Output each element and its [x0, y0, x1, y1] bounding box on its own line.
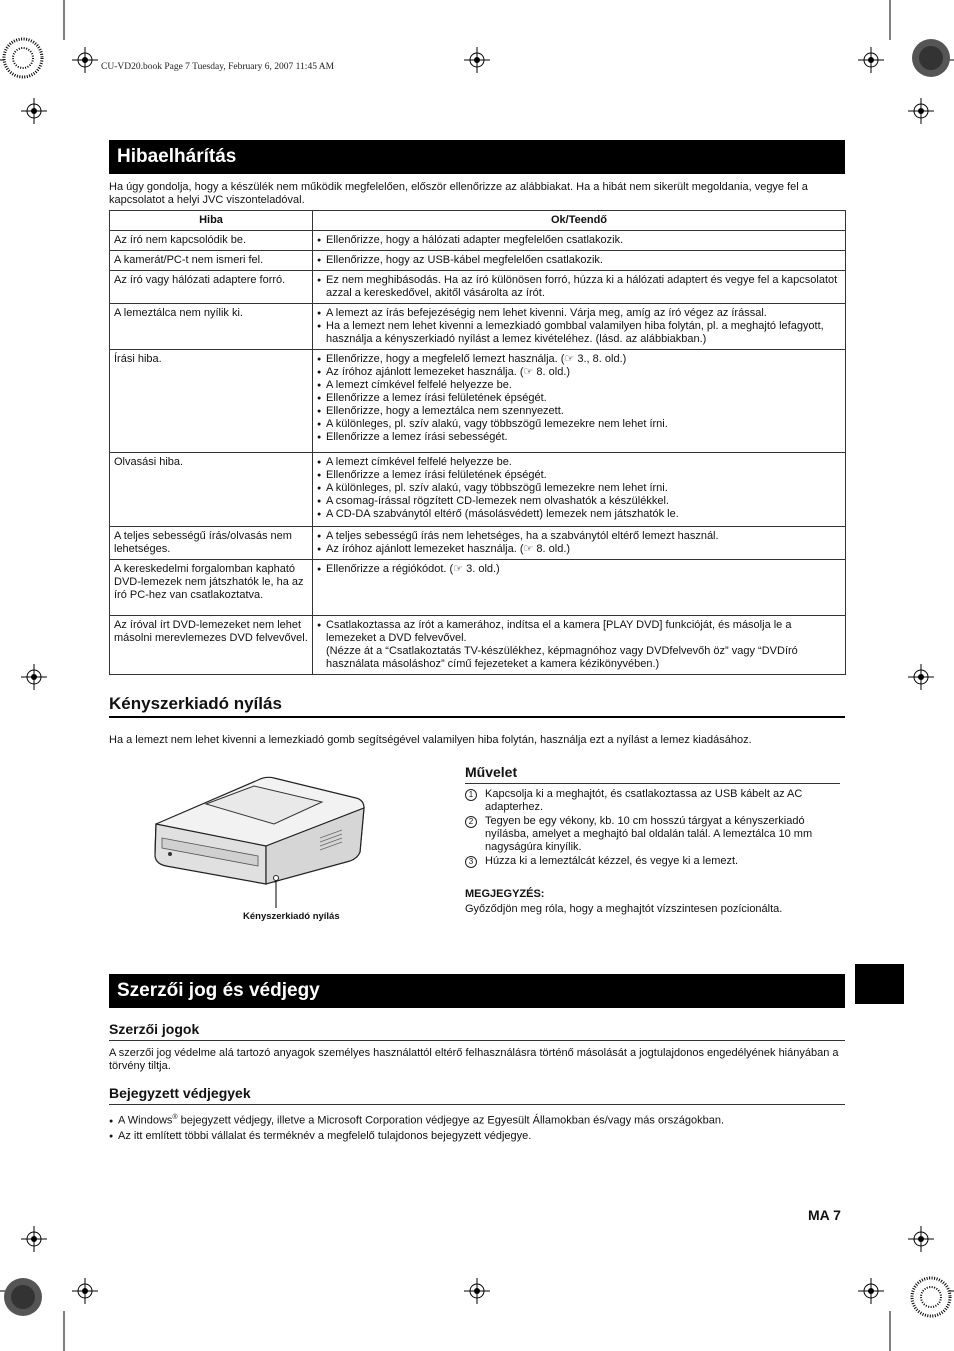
forced-eject-title: Kényszerkiadó nyílás [109, 694, 845, 718]
action-item: ● Ellenőrizze a lemez írási felületének épségét. [317, 392, 841, 405]
list-item [109, 1111, 845, 1129]
problem-cell: Olvasási hiba. [110, 453, 313, 527]
action-item: ● A lemezt címkével felfelé helyezze be. [317, 456, 841, 469]
list-item [465, 855, 843, 868]
trademark-text-a: A Windows [118, 1114, 173, 1127]
step-number: 3 [465, 856, 477, 868]
table-row [110, 251, 846, 271]
action-item: ● Ellenőrizze a régiókódot. (☞ 3. old.) [317, 563, 841, 576]
copyright-title: Szerzői jog és védjegy [109, 974, 845, 1008]
rights-title: Szerzői jogok [109, 1021, 845, 1041]
action-item: ● A teljes sebességű írás nem lehetséges, ha a szabványtól eltérő lemezt használ. [317, 530, 841, 543]
action-cell [313, 527, 846, 560]
problem-cell: Az író vagy hálózati adaptere forró. [110, 271, 313, 304]
action-cell [313, 616, 846, 675]
trademark-list [109, 1111, 845, 1144]
step-text: Kapcsolja ki a meghajtót, és csatlakoztassa az USB kábelt az AC adapterhez. [485, 788, 803, 813]
problem-cell: Az író nem kapcsolódik be. [110, 231, 313, 251]
action-item: ● A lemezt címkével felfelé helyezze be. [317, 379, 841, 392]
step-text: Tegyen be egy vékony, kb. 10 cm hosszú tárgyat a kényszerkiadó nyílásba, amelyet a meghajtó bal oldalán talál. A lemeztálca 10 mm nagyságúra kinyílik. [485, 815, 813, 853]
operation-steps [465, 788, 843, 869]
list-item: ● Az itt említett többi vállalat és terméknév a megfelelő tulajdonos bejegyzett védjegye. [109, 1129, 845, 1144]
action-item: ● Az íróhoz ajánlott lemezeket használja. (☞ 8. old.) [317, 366, 841, 379]
action-item: ● Ellenőrizze, hogy a megfelelő lemezt használja. (☞ 3., 8. old.) [317, 353, 841, 366]
figure-caption: Kényszerkiadó nyílás [243, 911, 340, 922]
trademarks-title: Bejegyzett védjegyek [109, 1085, 845, 1105]
list-item [465, 788, 843, 814]
action-cell [313, 453, 846, 527]
registered-mark: ® [172, 1114, 178, 1121]
rights-text: A szerzői jog védelme alá tartozó anyagok személyes használattól eltérő felhasználásra történő másolását a jogtulajdonos engedélyének hiányában a törvény tiltja. [109, 1047, 839, 1072]
problem-cell: Az íróval írt DVD-lemezeket nem lehet másolni merevlemezes DVD felvevővel. [110, 616, 313, 675]
action-item: ● Az íróhoz ajánlott lemezeket használja. (☞ 8. old.) [317, 543, 841, 556]
problem-cell: A kereskedelmi forgalomban kapható DVD-lemezek nem játszhatók le, ha az író PC-hez van csatlakoztatva. [110, 560, 313, 616]
table-row [110, 616, 846, 675]
table-row [110, 231, 846, 251]
action-cell [313, 251, 846, 271]
action-item: ● Ellenőrizze, hogy a lemeztálca nem szennyezett. [317, 405, 841, 418]
table-row [110, 271, 846, 304]
forced-eject-intro: Ha a lemezt nem lehet kivenni a lemezkiadó gomb segítségével valamilyen hiba folytán, használja ezt a nyílást a lemez kiadásához. [109, 734, 752, 746]
troubleshooting-intro: Ha úgy gondolja, hogy a készülék nem működik megfelelően, először ellenőrizze az alábbiakat. Ha a hibát nem sikerült megoldania, vegye fel a kapcsolatot a helyi JVC viszonteladóval. [109, 181, 808, 206]
action-item: ● Csatlakoztassa az írót a kamerához, indítsa el a kamera [PLAY DVD] funkcióját, és másolja le a lemezeket a DVD felvevővel. [317, 619, 841, 645]
action-item: ● Ellenőrizze, hogy a hálózati adapter megfelelően csatlakozik. [317, 234, 841, 247]
action-cell [313, 304, 846, 350]
table-row [110, 560, 846, 616]
problem-cell: A teljes sebességű írás/olvasás nem lehetséges. [110, 527, 313, 560]
problem-cell: A lemeztálca nem nyílik ki. [110, 304, 313, 350]
step-number: 1 [465, 789, 477, 801]
table-header-row [110, 211, 846, 231]
operation-title: Művelet [465, 764, 840, 784]
action-cell [313, 271, 846, 304]
page-number: MA 7 [808, 1207, 841, 1223]
action-cell [313, 560, 846, 616]
action-cell [313, 350, 846, 453]
section-tab-marker [855, 964, 904, 1004]
table-row [110, 527, 846, 560]
troubleshooting-title: Hibaelhárítás [109, 140, 845, 174]
action-item: ● A CD-DA szabványtól eltérő (másolásvédett) lemezek nem játszhatók le. [317, 508, 841, 521]
trademark-text-b: bejegyzett védjegy, illetve a Microsoft Corporation védjegye az Egyesült Államokban és/vagy más országokban. [177, 1114, 725, 1127]
action-item: ● A különleges, pl. szív alakú, vagy többszögű lemezekre nem lehet írni. [317, 418, 841, 431]
column-header-problem: Hiba [110, 211, 313, 231]
troubleshooting-table [109, 210, 846, 675]
table-row [110, 453, 846, 527]
action-cell [313, 231, 846, 251]
action-item: ● A csomag-írással rögzített CD-lemezek nem olvashatók a készülékkel. [317, 495, 841, 508]
action-item: ● Ellenőrizze a lemez írási sebességét. [317, 431, 841, 444]
table-row [110, 304, 846, 350]
action-item: ● Ha a lemezt nem lehet kivenni a lemezkiadó gombbal valamilyen hiba folytán, pl. a meghajtó lefagyott, használja a kényszerkiadó nyílást a lemez kivételéhez. (lásd. az alábbiakban.) [317, 320, 841, 346]
column-header-action: Ok/Teendő [313, 211, 846, 231]
note-label: MEGJEGYZÉS: [465, 888, 545, 900]
step-text: Húzza ki a lemeztálcát kézzel, és vegye ki a lemezt. [485, 855, 739, 867]
list-item [465, 815, 843, 854]
action-item: ● Ellenőrizze a lemez írási felületének épségét. [317, 469, 841, 482]
action-item: ● Ellenőrizze, hogy az USB-kábel megfelelően csatlakozik. [317, 254, 841, 267]
action-item: ● Ez nem meghibásodás. Ha az író különösen forró, húzza ki a hálózati adaptert és vegye fel a kapcsolatot azzal a kereskedővel, akitől vásárolta az írót. [317, 274, 841, 300]
action-note: (Nézze át a “Csatlakoztatás TV-készülékhez, képmagnóhoz vagy DVDfelvevőh öz” vagy “DVDíró használata másoláshoz” című fejezeteket a kamera kézikönyvében.) [326, 645, 798, 670]
print-header: CU-VD20.book Page 7 Tuesday, February 6, 2007 11:45 AM [101, 62, 335, 72]
note-text: Győződjön meg róla, hogy a meghajtót vízszintesen pozícionálta. [465, 903, 783, 915]
step-number: 2 [465, 816, 477, 828]
problem-cell: Írási hiba. [110, 350, 313, 453]
action-item: ● A lemezt az írás befejezéségig nem lehet kivenni. Várja meg, amíg az író végez az írással. [317, 307, 841, 320]
action-item: ● A különleges, pl. szív alakú, vagy többszögű lemezekre nem lehet írni. [317, 482, 841, 495]
table-row [110, 350, 846, 453]
drive-illustration [150, 772, 370, 912]
problem-cell: A kamerát/PC-t nem ismeri fel. [110, 251, 313, 271]
